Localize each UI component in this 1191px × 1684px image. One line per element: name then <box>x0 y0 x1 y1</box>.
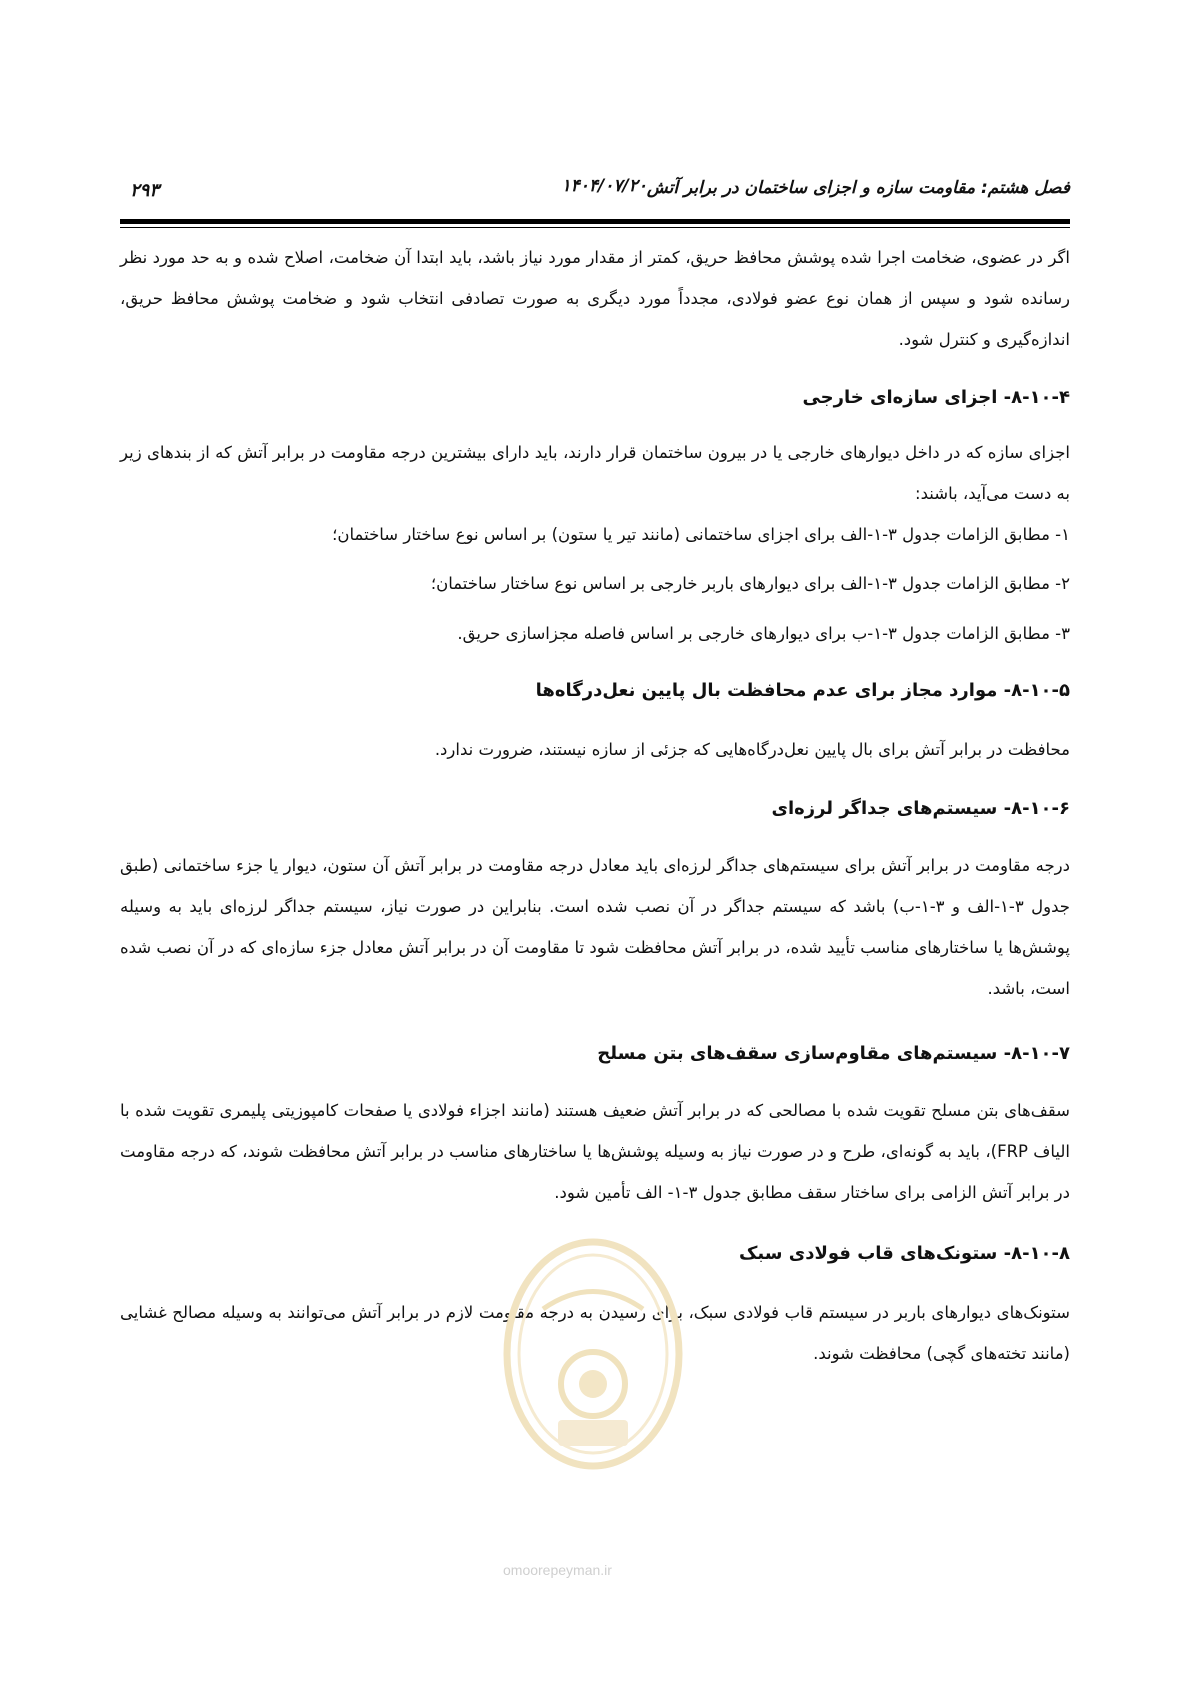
watermark-url: omoorepeyman.ir <box>503 1562 612 1578</box>
list-item: ۱- مطابق الزامات جدول ۳-۱-الف برای اجزای ساختمانی (مانند تیر یا ستون) بر اساس نوع ساختار ساختمان؛ <box>332 525 1070 544</box>
header-date: ۱۴۰۴/۰۷/۲۰ <box>561 176 647 196</box>
header-rule-thick <box>120 219 1070 224</box>
section-paragraph-4: اجزای سازه که در داخل دیوارهای خارجی یا در بیرون ساختمان قرار دارند، باید دارای بیشترین درجه مقاومت در برابر آتش که از بندهای زیر به دست می‌آید، باشند: <box>120 442 1070 503</box>
header-rule-thin <box>120 227 1070 228</box>
section-paragraph-8: ستونک‌های دیوارهای باربر در سیستم قاب فولادی سبک، برای رسیدن به درجه مقاومت لازم در برابر آتش می‌توانند به وسیله مصالح غشایی (مانند تخته‌های گچی) محافظت شوند. <box>120 1302 1070 1363</box>
section-paragraph-5: محافظت در برابر آتش برای بال پایین نعل‌درگاه‌هایی که جزئی از سازه نیستند، ضرورت ندارد. <box>434 739 1070 759</box>
section-heading-6: ۸-۱۰-۶- سیستم‌های جداگر لرزه‌ای <box>771 798 1070 819</box>
page-header <box>120 178 1070 206</box>
omoorepeyman-seal-icon <box>498 1234 688 1474</box>
section-paragraph-7: سقف‌های بتن مسلح تقویت شده با مصالحی که در برابر آتش ضعیف هستند (مانند اجزاء فولادی یا صفحات کامپوزیتی پلیمری تقویت شده با الیاف FRP)، باید به گونه‌ای، طرح و در صورت نیاز به وسیله پوشش‌ها یا ساختارهای مناسب در برابر آتش محافظت شوند، که درجه مقاومت در برابر آتش الزامی برای ساختار سقف مطابق جدول ۳-۱- الف تأمین شود. <box>120 1100 1070 1202</box>
section-paragraph-6: درجه مقاومت در برابر آتش برای سیستم‌های جداگر لرزه‌ای باید معادل درجه مقاومت در برابر آتش آن ستون، دیوار یا جزء ساختمانی (طبق جدول ۳-۱-الف و ۳-۱-ب) باشد که سیستم جداگر در آن نصب شده است. بنابراین در صورت نیاز، سیستم جداگر لرزه‌ای باید به وسیله پوشش‌ها یا ساختارهای مناسب تأیید شده، در برابر آتش محافظت شود تا مقاومت آن در برابر آتش معادل جزء سازه‌ای که در آن نصب شده است، باشد. <box>120 855 1071 998</box>
page-number: ۲۹۳ <box>130 180 160 201</box>
list-item: ۳- مطابق الزامات جدول ۳-۱-ب برای دیوارهای خارجی بر اساس فاصله مجزاسازی حریق. <box>457 624 1070 643</box>
list-item: ۲- مطابق الزامات جدول ۳-۱-الف برای دیوارهای باربر خارجی بر اساس نوع ساختار ساختمان؛ <box>430 574 1070 593</box>
section-heading-8: ۸-۱۰-۸- ستونک‌های قاب فولادی سبک <box>738 1243 1070 1264</box>
intro-paragraph: اگر در عضوی، ضخامت اجرا شده پوشش محافظ حریق، کمتر از مقدار مورد نیاز باشد، باید ابتدا آن ضخامت، اصلاح شده و به حد مورد نظر رسانده شود و سپس از همان نوع عضو فولادی، مجدداً مورد دیگری به صورت تصادفی انتخاب شود و ضخامت پوشش محافظ حریق، اندازه‌گیری و کنترل شود. <box>120 247 1070 349</box>
chapter-title: فصل هشتم: مقاومت سازه و اجزای ساختمان در برابر آتش <box>646 178 1070 198</box>
section-heading-5: ۸-۱۰-۵- موارد مجاز برای عدم محافظت بال پایین نعل‌درگاه‌ها <box>535 680 1070 701</box>
section-heading-4: ۸-۱۰-۴- اجزای سازه‌ای خارجی <box>802 387 1070 408</box>
section-heading-7: ۸-۱۰-۷- سیستم‌های مقاوم‌سازی سقف‌های بتن مسلح <box>597 1043 1070 1064</box>
